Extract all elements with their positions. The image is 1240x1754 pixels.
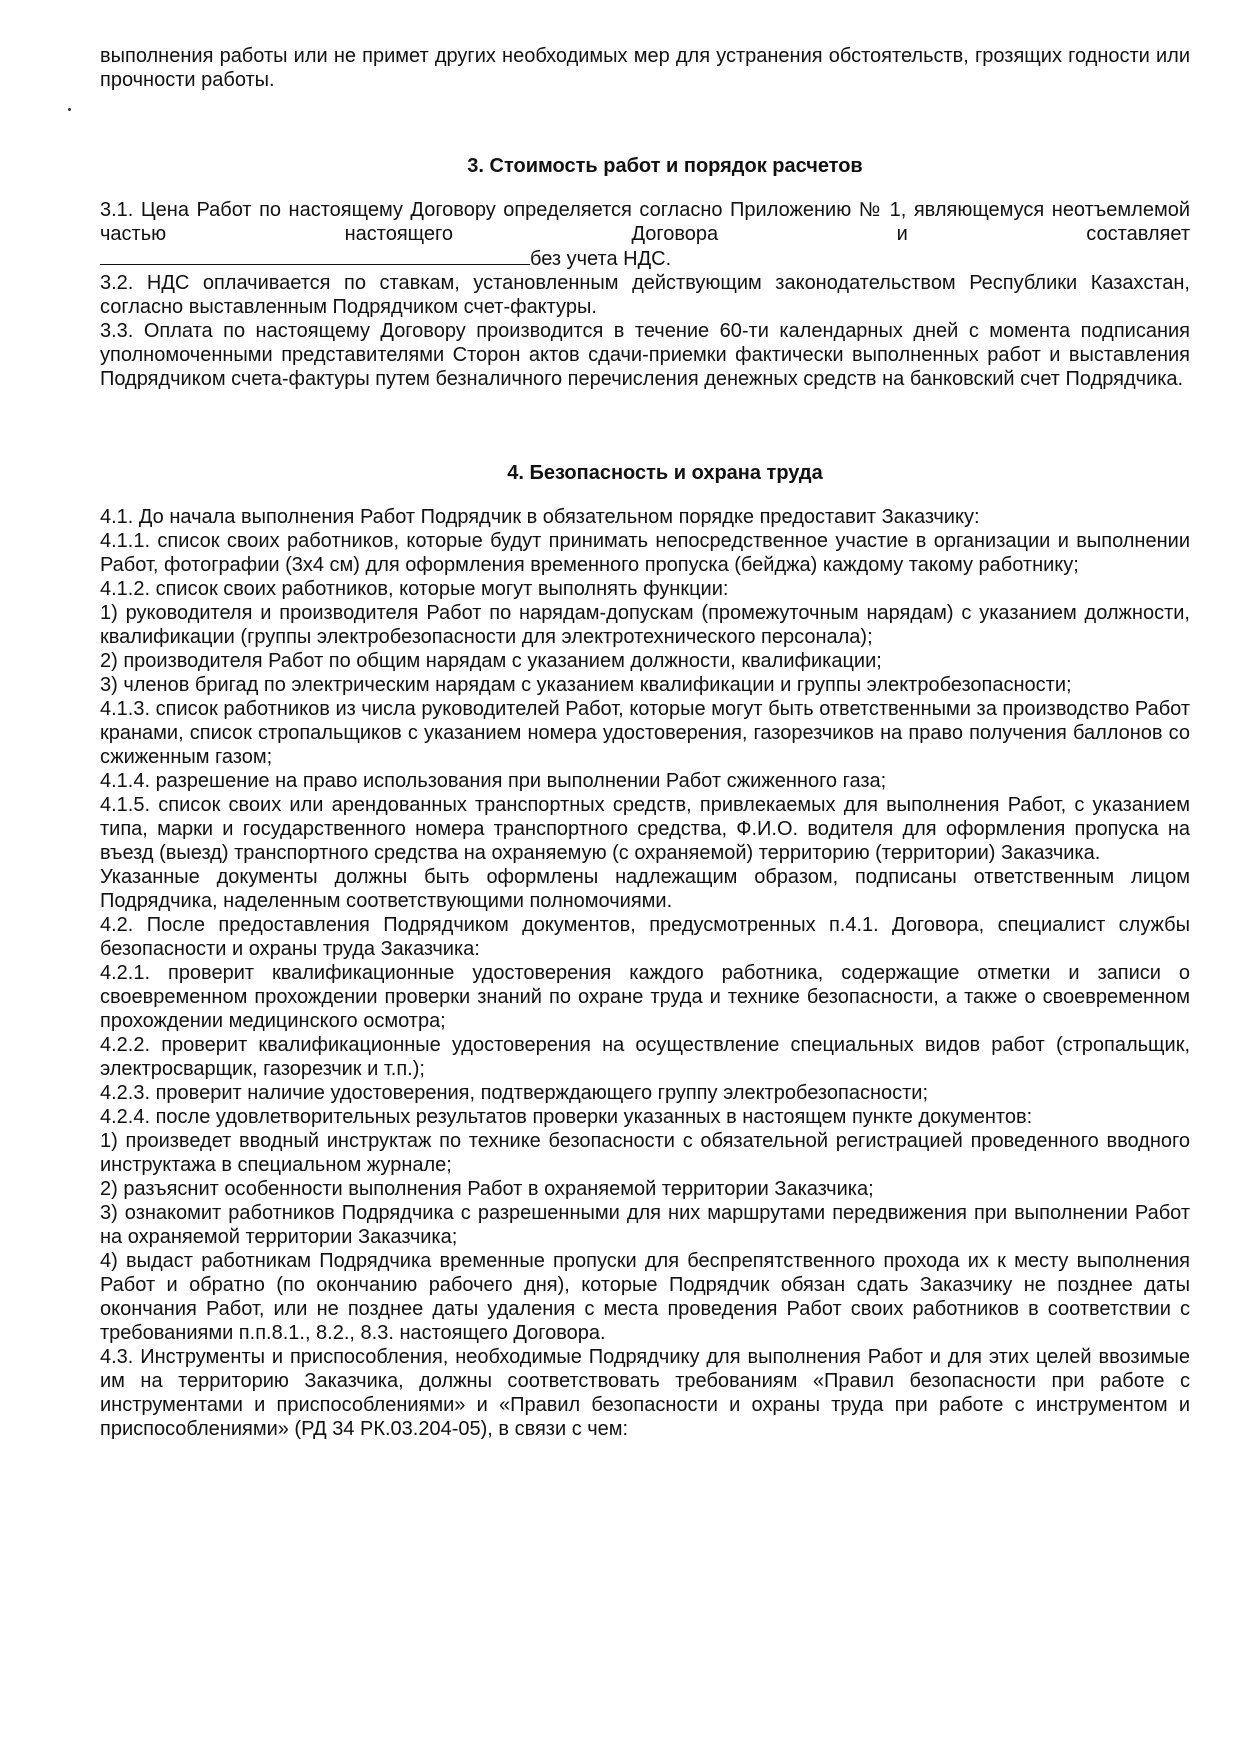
- clause-4-2-4-item-3: 3) ознакомит работников Подрядчика с разрешенными для них маршрутами передвижения при выполнении Работ на охраняемой территории Заказчика;: [100, 1202, 1190, 1248]
- documents-note: Указанные документы должны быть оформлены надлежащим образом, подписаны ответственным лицом Подрядчика, наделенным соответствующими полномочиями.: [100, 866, 1190, 912]
- clause-4-1-3: 4.1.3. список работников из числа руководителей Работ, которые могут быть ответственными за производство Работ кранами, список стропальщиков с указанием номера удостоверения, газорезчиков на право получения баллонов со сжиженным газом;: [100, 698, 1190, 768]
- clause-4-2-4-item-2: 2) разъяснит особенности выполнения Работ в охраняемой территории Заказчика;: [100, 1178, 874, 1200]
- clause-4-2-1: 4.2.1. проверит квалификационные удостоверения каждого работника, содержащие отметки и записи о своевременном прохождении проверки знаний по охране труда и технике безопасности, а также о своевременном прохождении медицинского осмотра;: [100, 962, 1190, 1032]
- clause-4-1-5: 4.1.5. список своих или арендованных транспортных средств, привлекаемых для выполнения Работ, с указанием типа, марки и государственного номера транспортного средства, Ф.И.О. водителя для оформления пропуска на въезд (выезд) транспортного средства на охраняемую (с охраняемой) территорию (территории) Заказчика.: [100, 794, 1190, 864]
- clause-4-2-4-item-4: 4) выдаст работникам Подрядчика временные пропуски для беспрепятственного прохода их к месту выполнения Работ и обратно (по окончанию рабочего дня), которые Подрядчик обязан сдать Заказчику не позднее даты окончания Работ, или не позднее даты удаления с места проведения Работ своих работников в соответствии с требованиями п.п.8.1., 8.2., 8.3. настоящего Договора.: [100, 1250, 1190, 1344]
- clause-4-1-1: 4.1.1. список своих работников, которые будут принимать непосредственное участие в организации и выполнении Работ, фотографии (3х4 см) для оформления временного пропуска (бейджа) каждому такому работнику;: [100, 530, 1190, 576]
- clause-3-1: [100, 198, 1190, 246]
- clause-3-3: 3.3. Оплата по настоящему Договору производится в течение 60-ти календарных дней с момента подписания уполномоченными представителями Сторон актов сдачи-приемки фактически выполненных работ и выставления Подрядчиком счета-фактуры путем безналичного перечисления денежных средств на банковский счет Подрядчика.: [100, 320, 1190, 390]
- section-4-body: [100, 505, 1190, 1441]
- clause-3-2: 3.2. НДС оплачивается по ставкам, установленным действующим законодательством Республики Казахстан, согласно выставленным Подрядчиком счет-фактуры.: [100, 272, 1190, 318]
- scan-speck: [68, 108, 71, 111]
- clause-4-2: 4.2. После предоставления Подрядчиком документов, предусмотренных п.4.1. Договора, специалист службы безопасности и охраны труда Заказчика:: [100, 914, 1190, 960]
- clause-4-2-4-item-1: 1) произведет вводный инструктаж по технике безопасности с обязательной регистрацией проведенного вводного инструктажа в специальном журнале;: [100, 1130, 1190, 1176]
- section-4-heading: 4. Безопасность и охрана труда: [507, 462, 823, 484]
- clause-4-1: 4.1. До начала выполнения Работ Подрядчик в обязательном порядке предоставит Заказчику:: [100, 506, 980, 528]
- section-3-heading: 3. Стоимость работ и порядок расчетов: [467, 155, 863, 177]
- clause-4-1-2: 4.1.2. список своих работников, которые могут выполнять функции:: [100, 578, 729, 600]
- clause-4-1-4: 4.1.4. разрешение на право использования при выполнении Работ сжиженного газа;: [100, 770, 887, 792]
- document-page: [100, 44, 1190, 1441]
- clause-4-2-4: 4.2.4. после удовлетворительных результатов проверки указанных в настоящем пункте документов:: [100, 1106, 1033, 1128]
- intro-paragraph: выполнения работы или не примет других необходимых мер для устранения обстоятельств, грозящих годности или прочности работы.: [100, 45, 1190, 91]
- clause-4-1-2-item-3: 3) членов бригад по электрическим нарядам с указанием квалификации и группы электробезопасности;: [100, 674, 1072, 696]
- amount-blank: [100, 246, 530, 265]
- clause-3-1-amount-line: [100, 246, 1190, 271]
- clause-4-2-3: 4.2.3. проверит наличие удостоверения, подтверждающего группу электробезопасности;: [100, 1082, 928, 1104]
- clause-3-1-tail: без учета НДС.: [530, 248, 672, 270]
- clause-4-1-2-item-1: 1) руководителя и производителя Работ по нарядам-допускам (промежуточным нарядам) с указанием должности, квалификации (группы электробезопасности для электротехнического персонала);: [100, 602, 1190, 648]
- clause-3-1-text: 3.1. Цена Работ по настоящему Договору определяется согласно Приложению № 1, являющемуся неотъемлемой частью настоящего Договора и составляет: [100, 199, 1190, 245]
- clause-4-2-2: 4.2.2. проверит квалификационные удостоверения на осуществление специальных видов работ (стропальщик, электросварщик, газорезчик и т.п.);: [100, 1034, 1190, 1080]
- clause-4-1-2-item-2: 2) производителя Работ по общим нарядам с указанием должности, квалификации;: [100, 650, 882, 672]
- clause-4-3: 4.3. Инструменты и приспособления, необходимые Подрядчику для выполнения Работ и для этих целей ввозимые им на территорию Заказчика, должны соответствовать требованиям «Правил безопасности при работе с инструментами и приспособлениями» и «Правил безопасности и охраны труда при работе с инструментом и приспособлениями» (РД 34 РК.03.204-05), в связи с чем:: [100, 1346, 1190, 1440]
